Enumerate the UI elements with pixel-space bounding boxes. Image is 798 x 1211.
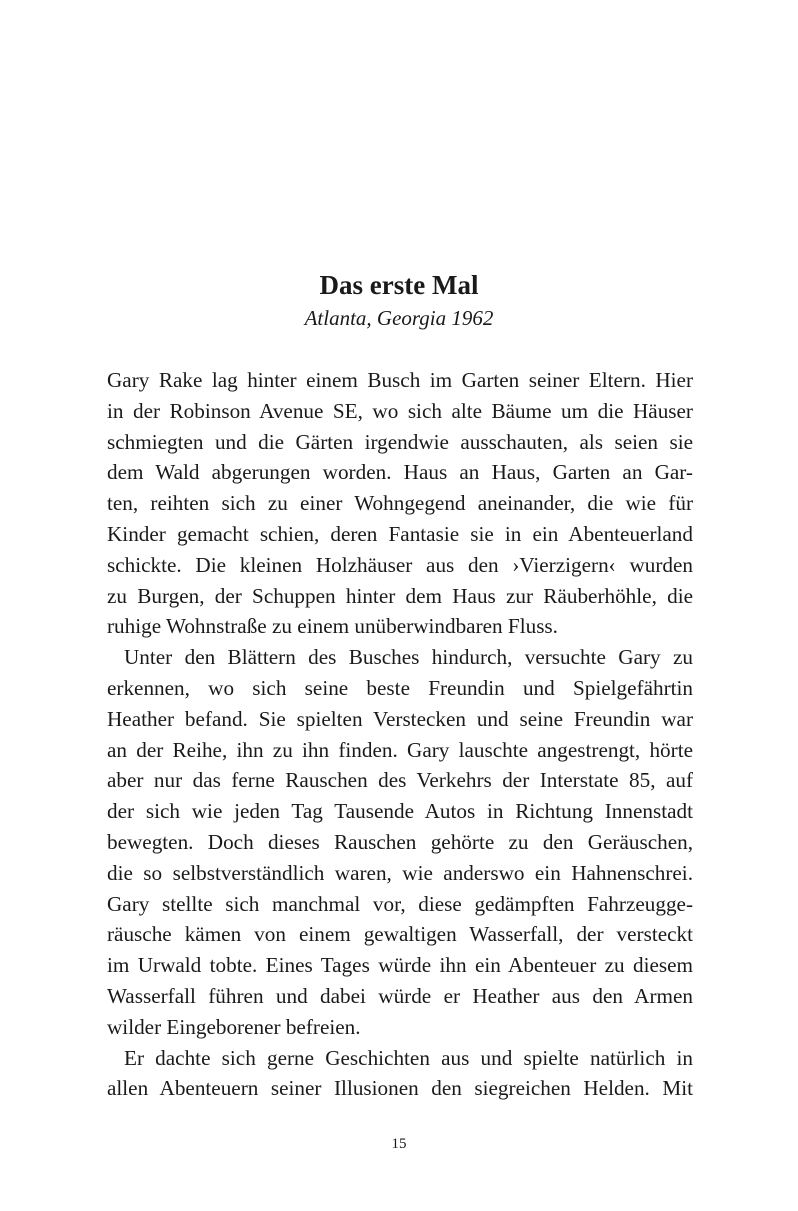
- text-line: Unter den Blättern des Busches hindurch, versuchte Gary zu: [124, 645, 693, 670]
- text-line: aber nur das ferne Rauschen des Verkehrs der Interstate 85, auf: [107, 768, 693, 793]
- text-line: ruhige Wohnstraße zu einem unüberwindbaren Fluss.: [107, 614, 558, 639]
- text-line: der sich wie jeden Tag Tausende Autos in Richtung Innenstadt: [107, 799, 693, 824]
- text-line: Er dachte sich gerne Geschichten aus und spielte natürlich in: [124, 1045, 693, 1070]
- text-line: schmiegten und die Gärten irgendwie ausschauten, als seien sie: [107, 429, 693, 454]
- body-text: [107, 365, 693, 1104]
- text-line: räusche kämen von einem gewaltigen Wasserfall, der versteckt: [107, 922, 693, 947]
- text-line: im Urwald tobte. Eines Tages würde ihn ein Abenteuer zu diesem: [107, 953, 693, 978]
- text-line: bewegten. Doch dieses Rauschen gehörte zu den Geräuschen,: [107, 829, 693, 854]
- text-line: Kinder gemacht schien, deren Fantasie sie in ein Abenteuerland: [107, 521, 693, 546]
- text-line: dem Wald abgerungen worden. Haus an Haus, Garten an Gar-: [107, 460, 693, 485]
- paragraph: [107, 365, 693, 642]
- text-line: Gary Rake lag hinter einem Busch im Garten seiner Eltern. Hier: [107, 368, 693, 392]
- text-line: wilder Eingeborener befreien.: [107, 1014, 361, 1039]
- text-line: schickte. Die kleinen Holzhäuser aus den ›Vierzigern‹ wurden: [107, 552, 693, 577]
- text-line: Gary stellte sich manchmal vor, diese gedämpften Fahrzeugge-: [107, 891, 693, 916]
- chapter-subtitle: Atlanta, Georgia 1962: [304, 306, 494, 330]
- text-line: zu Burgen, der Schuppen hinter dem Haus zur Räuberhöhle, die: [107, 583, 693, 608]
- text-line: ten, reihten sich zu einer Wohngegend aneinander, die wie für: [107, 491, 693, 516]
- page-number: 15: [391, 1136, 407, 1152]
- paragraph: [107, 1043, 693, 1105]
- text-line: die so selbstverständlich waren, wie anderswo ein Hahnenschrei.: [107, 860, 693, 885]
- text-line: allen Abenteuern seiner Illusionen den siegreichen Helden. Mit: [107, 1076, 693, 1101]
- paragraph: [107, 642, 693, 1042]
- text-line: Wasserfall führen und dabei würde er Heather aus den Armen: [107, 983, 693, 1008]
- text-line: an der Reihe, ihn zu ihn finden. Gary lauschte angestrengt, hörte: [107, 737, 693, 762]
- text-line: erkennen, wo sich seine beste Freundin und Spielgefährtin: [107, 675, 693, 700]
- chapter-title: Das erste Mal: [319, 270, 479, 300]
- text-line: Heather befand. Sie spielten Verstecken und seine Freundin war: [107, 706, 693, 731]
- text-line: in der Robinson Avenue SE, wo sich alte Bäume um die Häuser: [107, 398, 693, 423]
